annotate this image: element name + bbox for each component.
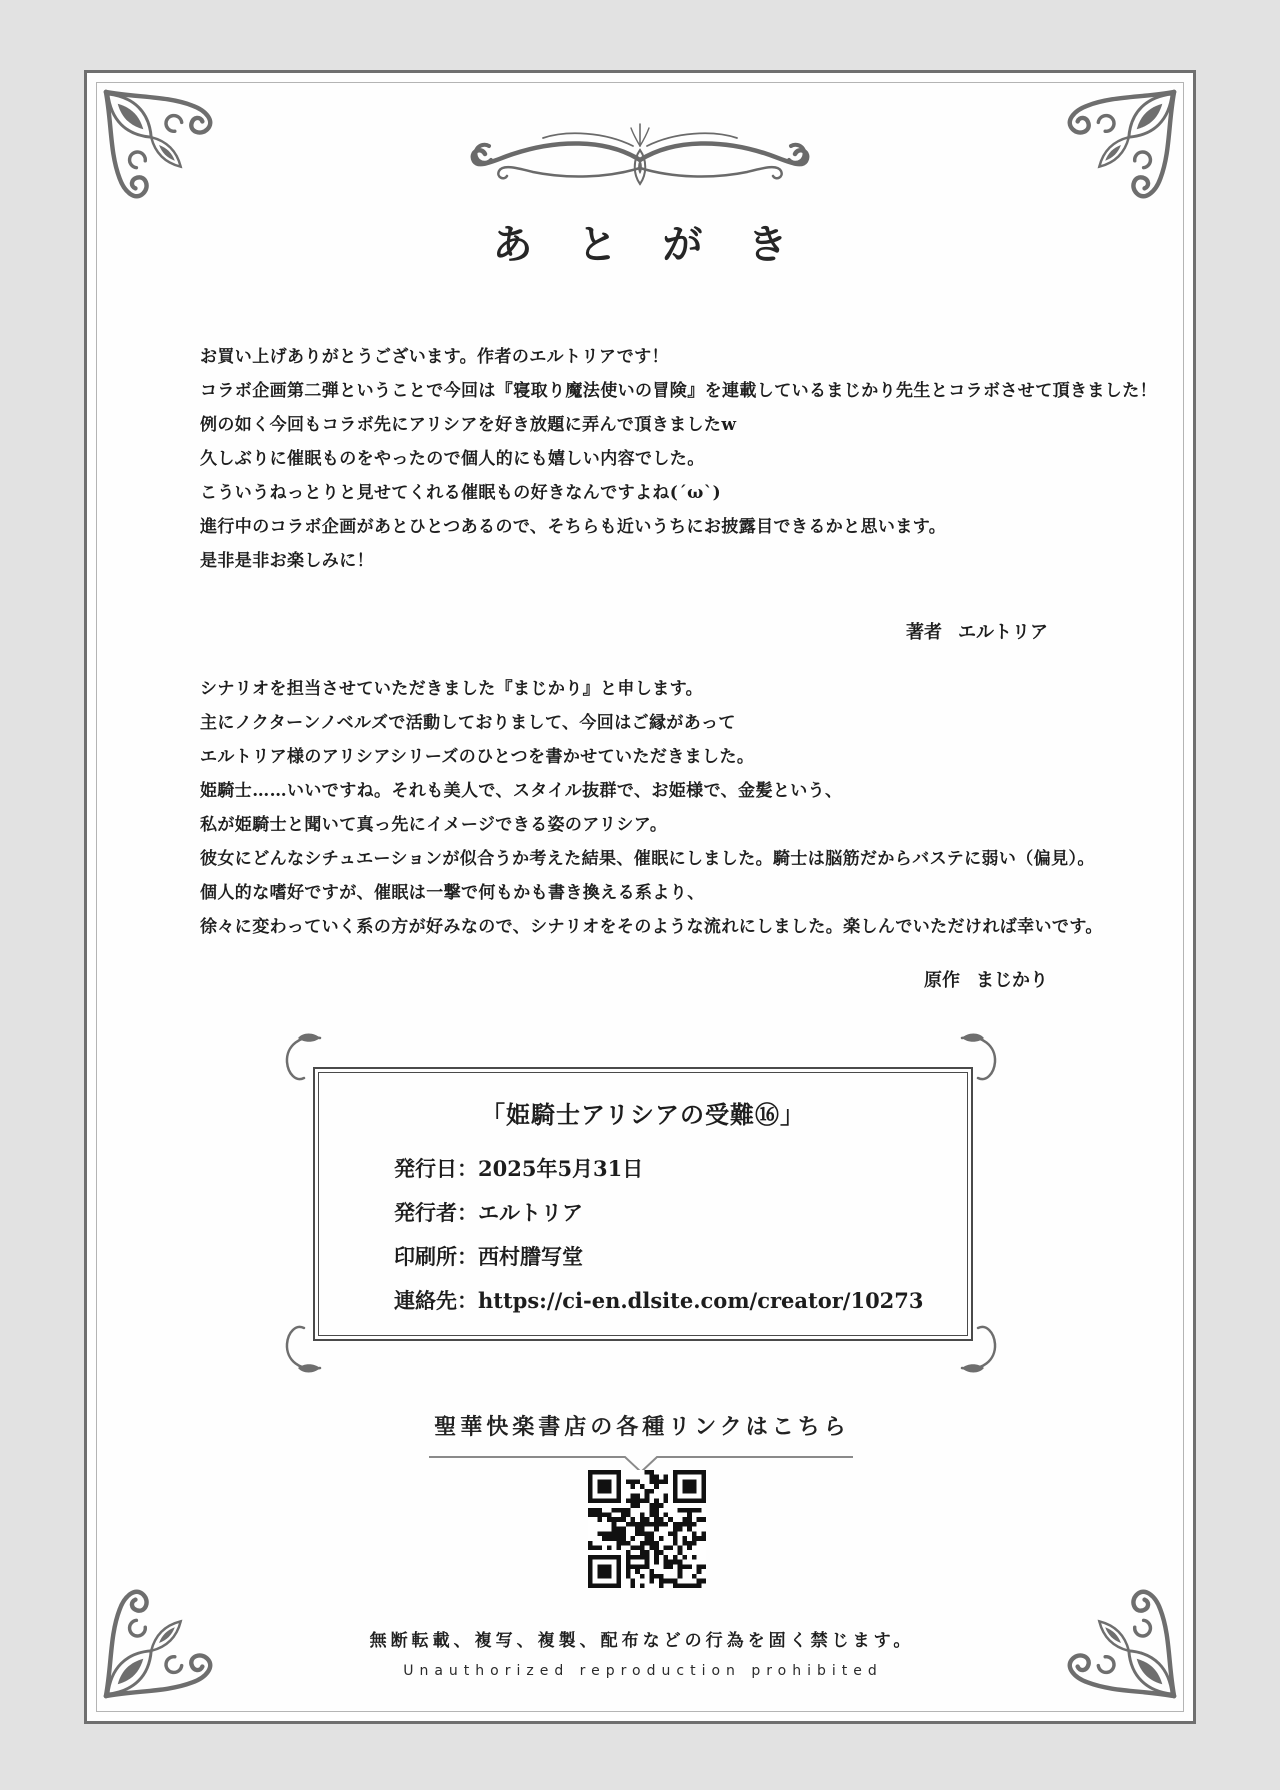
paragraph-line: コラボ企画第二弾ということで今回は『寝取り魔法使いの冒険』を連載しているまじかり先生とコラボさせて頂きました！ [200,381,1157,401]
paragraph-line: シナリオを担当させていただきました『まじかり』と申します。 [200,679,704,699]
colophon-label: 発行日： [394,1156,478,1181]
colophon-row [394,1153,643,1183]
page-title: あとがき [492,221,833,268]
paragraph-line: 久しぶりに催眠ものをやったので個人的にも嬉しい内容でした。 [200,449,705,469]
floral-flourish-icon [98,84,226,212]
colophon-row [394,1241,583,1271]
colophon-label: 連絡先： [394,1288,478,1313]
paragraph-line: 是非是非お楽しみに！ [200,551,374,571]
links-heading: 聖華快楽書店の各種リンクはこちら [434,1415,850,1440]
colophon-row [394,1197,583,1227]
colophon-value: https://ci-en.dlsite.com/creator/10273 [478,1288,924,1313]
book-title: 「姫騎士アリシアの受難⑯」 [480,1100,806,1129]
paragraph-line: 例の如く今回もコラボ先にアリシアを好き放題に弄んで頂きましたw [200,415,737,435]
copyright-warning-jp: 無断転載、複写、複製、配布などの行為を固く禁じます。 [369,1631,915,1651]
colophon-label: 発行者： [394,1200,478,1225]
colophon-row [394,1285,924,1315]
colophon-value: エルトリア [478,1200,583,1225]
afterword-artist-paragraph [200,340,1157,578]
writer-credit [924,966,1048,992]
colophon-value: 西村謄写堂 [478,1244,583,1269]
paragraph-line: 主にノクターンノベルズで活動しておりまして、今回はご縁があって [200,713,736,733]
credit-label: 原作 [924,970,960,991]
paragraph-line: 個人的な嗜好ですが、催眠は一撃で何もかも書き換える系より、 [200,883,705,903]
paragraph-line: 私が姫騎士と聞いて真っ先にイメージできる姿のアリシア。 [200,815,668,835]
floral-flourish-icon [1054,1576,1182,1704]
copyright-warning-en: Unauthorized reproduction prohibited [403,1663,883,1679]
box-corner-flourish-icon [280,1032,324,1084]
colophon-box [313,1067,973,1341]
colophon-value: 2025年5月31日 [478,1156,644,1181]
credit-name: まじかり [976,970,1048,991]
author-credit [906,618,1048,644]
box-corner-flourish-icon [958,1032,1002,1084]
paragraph-line: 進行中のコラボ企画があとひとつあるので、そちらも近いうちにお披露目できるかと思います。 [200,517,947,537]
afterword-writer-paragraph [200,672,1103,944]
floral-flourish-icon [1054,84,1182,212]
paragraph-line: 徐々に変わっていく系の方が好みなので、シナリオをそのような流れにしました。楽しんでいただければ幸いです。 [200,917,1103,937]
swirl-divider-icon [455,120,825,198]
paragraph-line: 彼女にどんなシチュエーションが似合うか考えた結果、催眠にしました。騎士は脳筋だからバステに弱い（偏見）。 [200,849,1095,869]
credit-name: エルトリア [958,622,1048,643]
qr-code [588,1470,706,1588]
paragraph-line: 姫騎士……いいですね。それも美人で、スタイル抜群で、お姫様で、金髪という、 [200,781,843,801]
floral-flourish-icon [98,1576,226,1704]
paragraph-line: エルトリア様のアリシアシリーズのひとつを書かせていただきました。 [200,747,755,767]
colophon-label: 印刷所： [394,1244,478,1269]
paragraph-line: お買い上げありがとうございます。作者のエルトリアです！ [200,347,669,367]
credit-label: 著者 [906,622,942,643]
box-corner-flourish-icon [280,1322,324,1374]
box-corner-flourish-icon [958,1322,1002,1374]
paragraph-line: こういうねっとりと見せてくれる催眠もの好きなんですよね(´ω`) [200,483,722,503]
